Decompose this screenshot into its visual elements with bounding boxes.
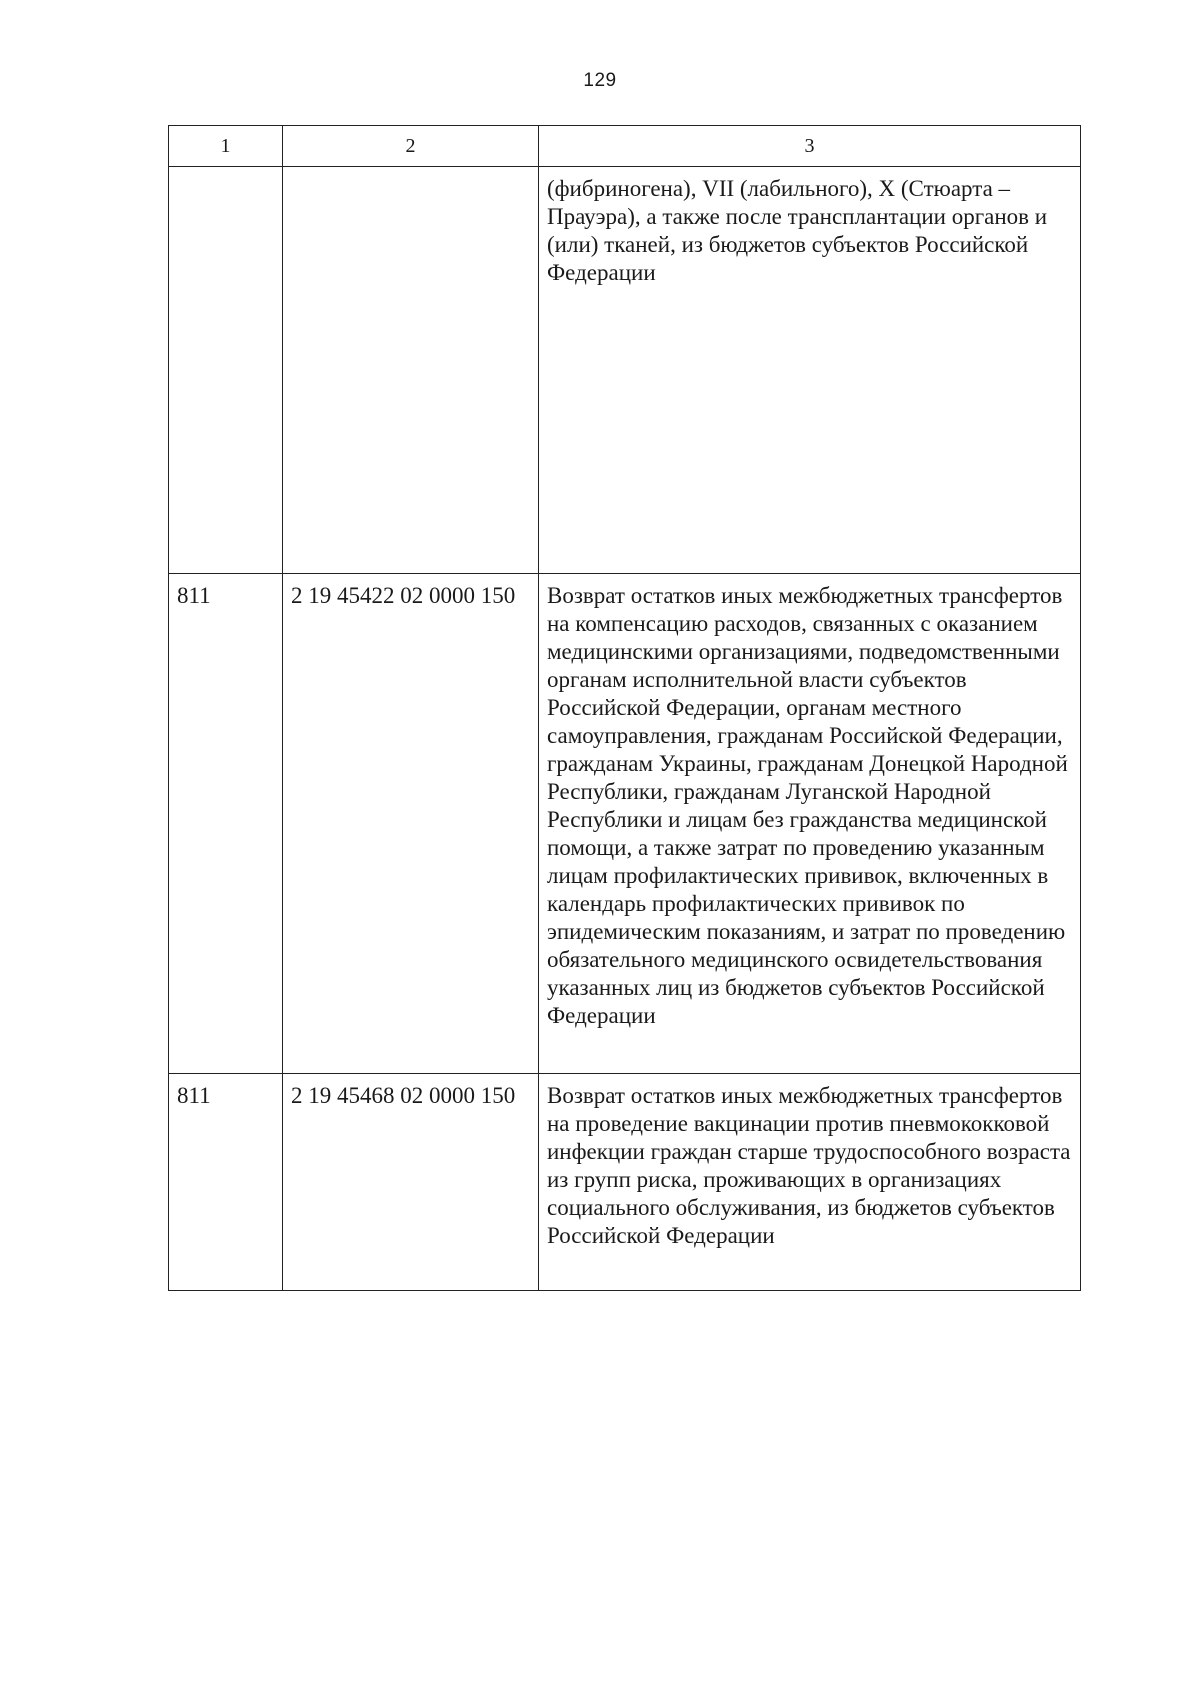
table-row [169,167,1081,574]
description-cell: Возврат остатков иных межбюджетных трансфертов на проведение вакцинации против пневмококковой инфекции граждан старше трудоспособного возраста из групп риска, проживающих в организациях социального обслуживания, из бюджетов субъектов Российской Федерации [539,1074,1081,1291]
table-row [169,574,1081,1074]
table-row [169,1074,1081,1291]
page-number: 129 [583,70,617,91]
budget-code-cell: 2 19 45422 02 0000 150 [283,574,539,1074]
header-col-3: 3 [539,126,1081,167]
admin-code-cell [169,167,283,574]
header-col-2: 2 [283,126,539,167]
admin-code-cell: 811 [169,1074,283,1291]
budget-code-cell: 2 19 45468 02 0000 150 [283,1074,539,1291]
budget-code-cell [283,167,539,574]
admin-code-cell: 811 [169,574,283,1074]
budget-codes-table [168,125,1081,1291]
table-header-row [169,126,1081,167]
description-cell: (фибриногена), VII (лабильного), X (Стюарта – Прауэра), а также после трансплантации органов и (или) тканей, из бюджетов субъектов Российской Федерации [539,167,1081,574]
description-cell: Возврат остатков иных межбюджетных трансфертов на компенсацию расходов, связанных с оказанием медицинскими организациями, подведомственными органам исполнительной власти субъектов Российской Федерации, органам местного самоуправления, гражданам Российской Федерации, гражданам Украины, гражданам Донецкой Народной Республики, гражданам Луганской Народной Республики и лицам без гражданства медицинской помощи, а также затрат по проведению указанным лицам профилактических прививок, включенных в календарь профилактических прививок по эпидемическим показаниям, и затрат по проведению обязательного медицинского освидетельствования указанных лиц из бюджетов субъектов Российской Федерации [539,574,1081,1074]
header-col-1: 1 [169,126,283,167]
